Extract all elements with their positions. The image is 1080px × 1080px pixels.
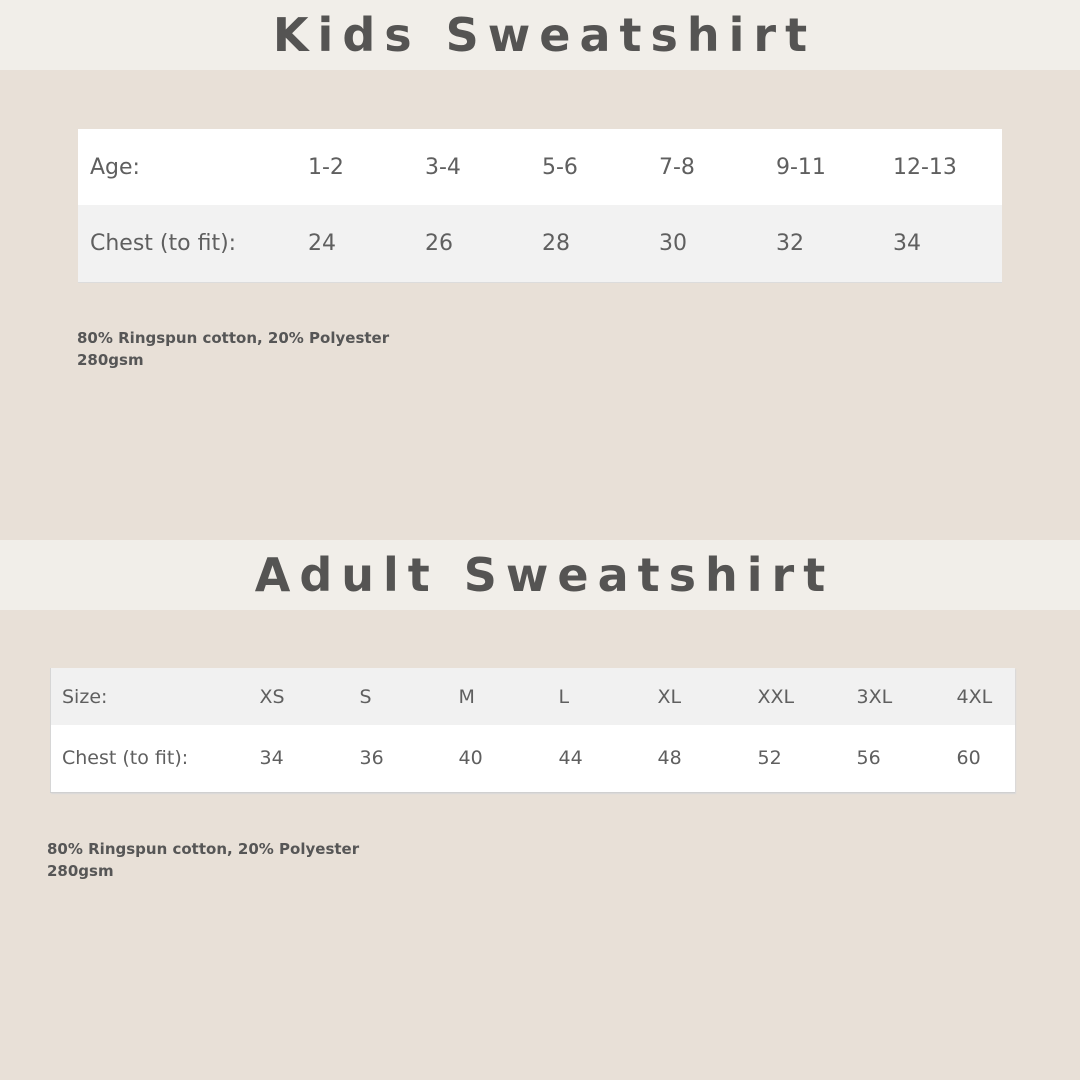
kids-chest-cell: 30 [659,231,687,256]
kids-chest-label: Chest (to fit): [90,231,237,256]
adult-size-table [50,668,1015,793]
kids-weight-text: 280gsm [77,351,144,369]
adult-chest-cell: 40 [458,747,483,770]
adult-title: Adult Sweatshirt [254,548,835,602]
adult-size-cell: XS [259,685,285,708]
kids-size-table [78,129,1002,282]
adult-size-cell: S [359,685,372,708]
adult-size-cell: M [458,685,475,708]
kids-age-cell: 1-2 [308,154,344,180]
adult-size-label: Size: [62,685,108,708]
kids-age-cell: 9-11 [776,154,826,180]
adult-chest-cell: 44 [558,747,583,770]
kids-age-cell: 3-4 [425,154,461,180]
kids-age-cell: 7-8 [659,154,695,180]
adult-chest-cell: 48 [657,747,682,770]
kids-material-text: 80% Ringspun cotton, 20% Polyester [77,329,390,347]
adult-chest-label: Chest (to fit): [62,747,189,770]
kids-age-cell: 12-13 [893,154,957,180]
adult-title-band [0,540,1080,610]
kids-chest-cell: 32 [776,231,804,256]
kids-age-label: Age: [90,154,140,180]
kids-title: Kids Sweatshirt [272,8,817,62]
kids-chest-cell: 26 [425,231,453,256]
adult-fabric-note [47,838,359,882]
kids-fabric-note [77,327,389,371]
adult-size-row [51,668,1015,725]
adult-chest-row [51,725,1015,792]
kids-chest-row [78,205,1002,282]
adult-chest-cell: 56 [856,747,881,770]
adult-material-text: 80% Ringspun cotton, 20% Polyester [47,840,360,858]
kids-age-row [78,129,1002,205]
adult-size-cell: 3XL [856,685,893,708]
adult-size-cell: L [558,685,570,708]
kids-chest-cell: 34 [893,231,921,256]
adult-size-cell: 4XL [956,685,993,708]
adult-chest-cell: 60 [956,747,981,770]
adult-chest-cell: 36 [359,747,384,770]
kids-title-band [0,0,1080,70]
adult-chest-cell: 52 [757,747,782,770]
kids-chest-cell: 24 [308,231,336,256]
kids-chest-cell: 28 [542,231,570,256]
adult-chest-cell: 34 [259,747,284,770]
adult-weight-text: 280gsm [47,862,114,880]
adult-size-cell: XL [657,685,682,708]
adult-size-cell: XXL [757,685,795,708]
kids-age-cell: 5-6 [542,154,578,180]
